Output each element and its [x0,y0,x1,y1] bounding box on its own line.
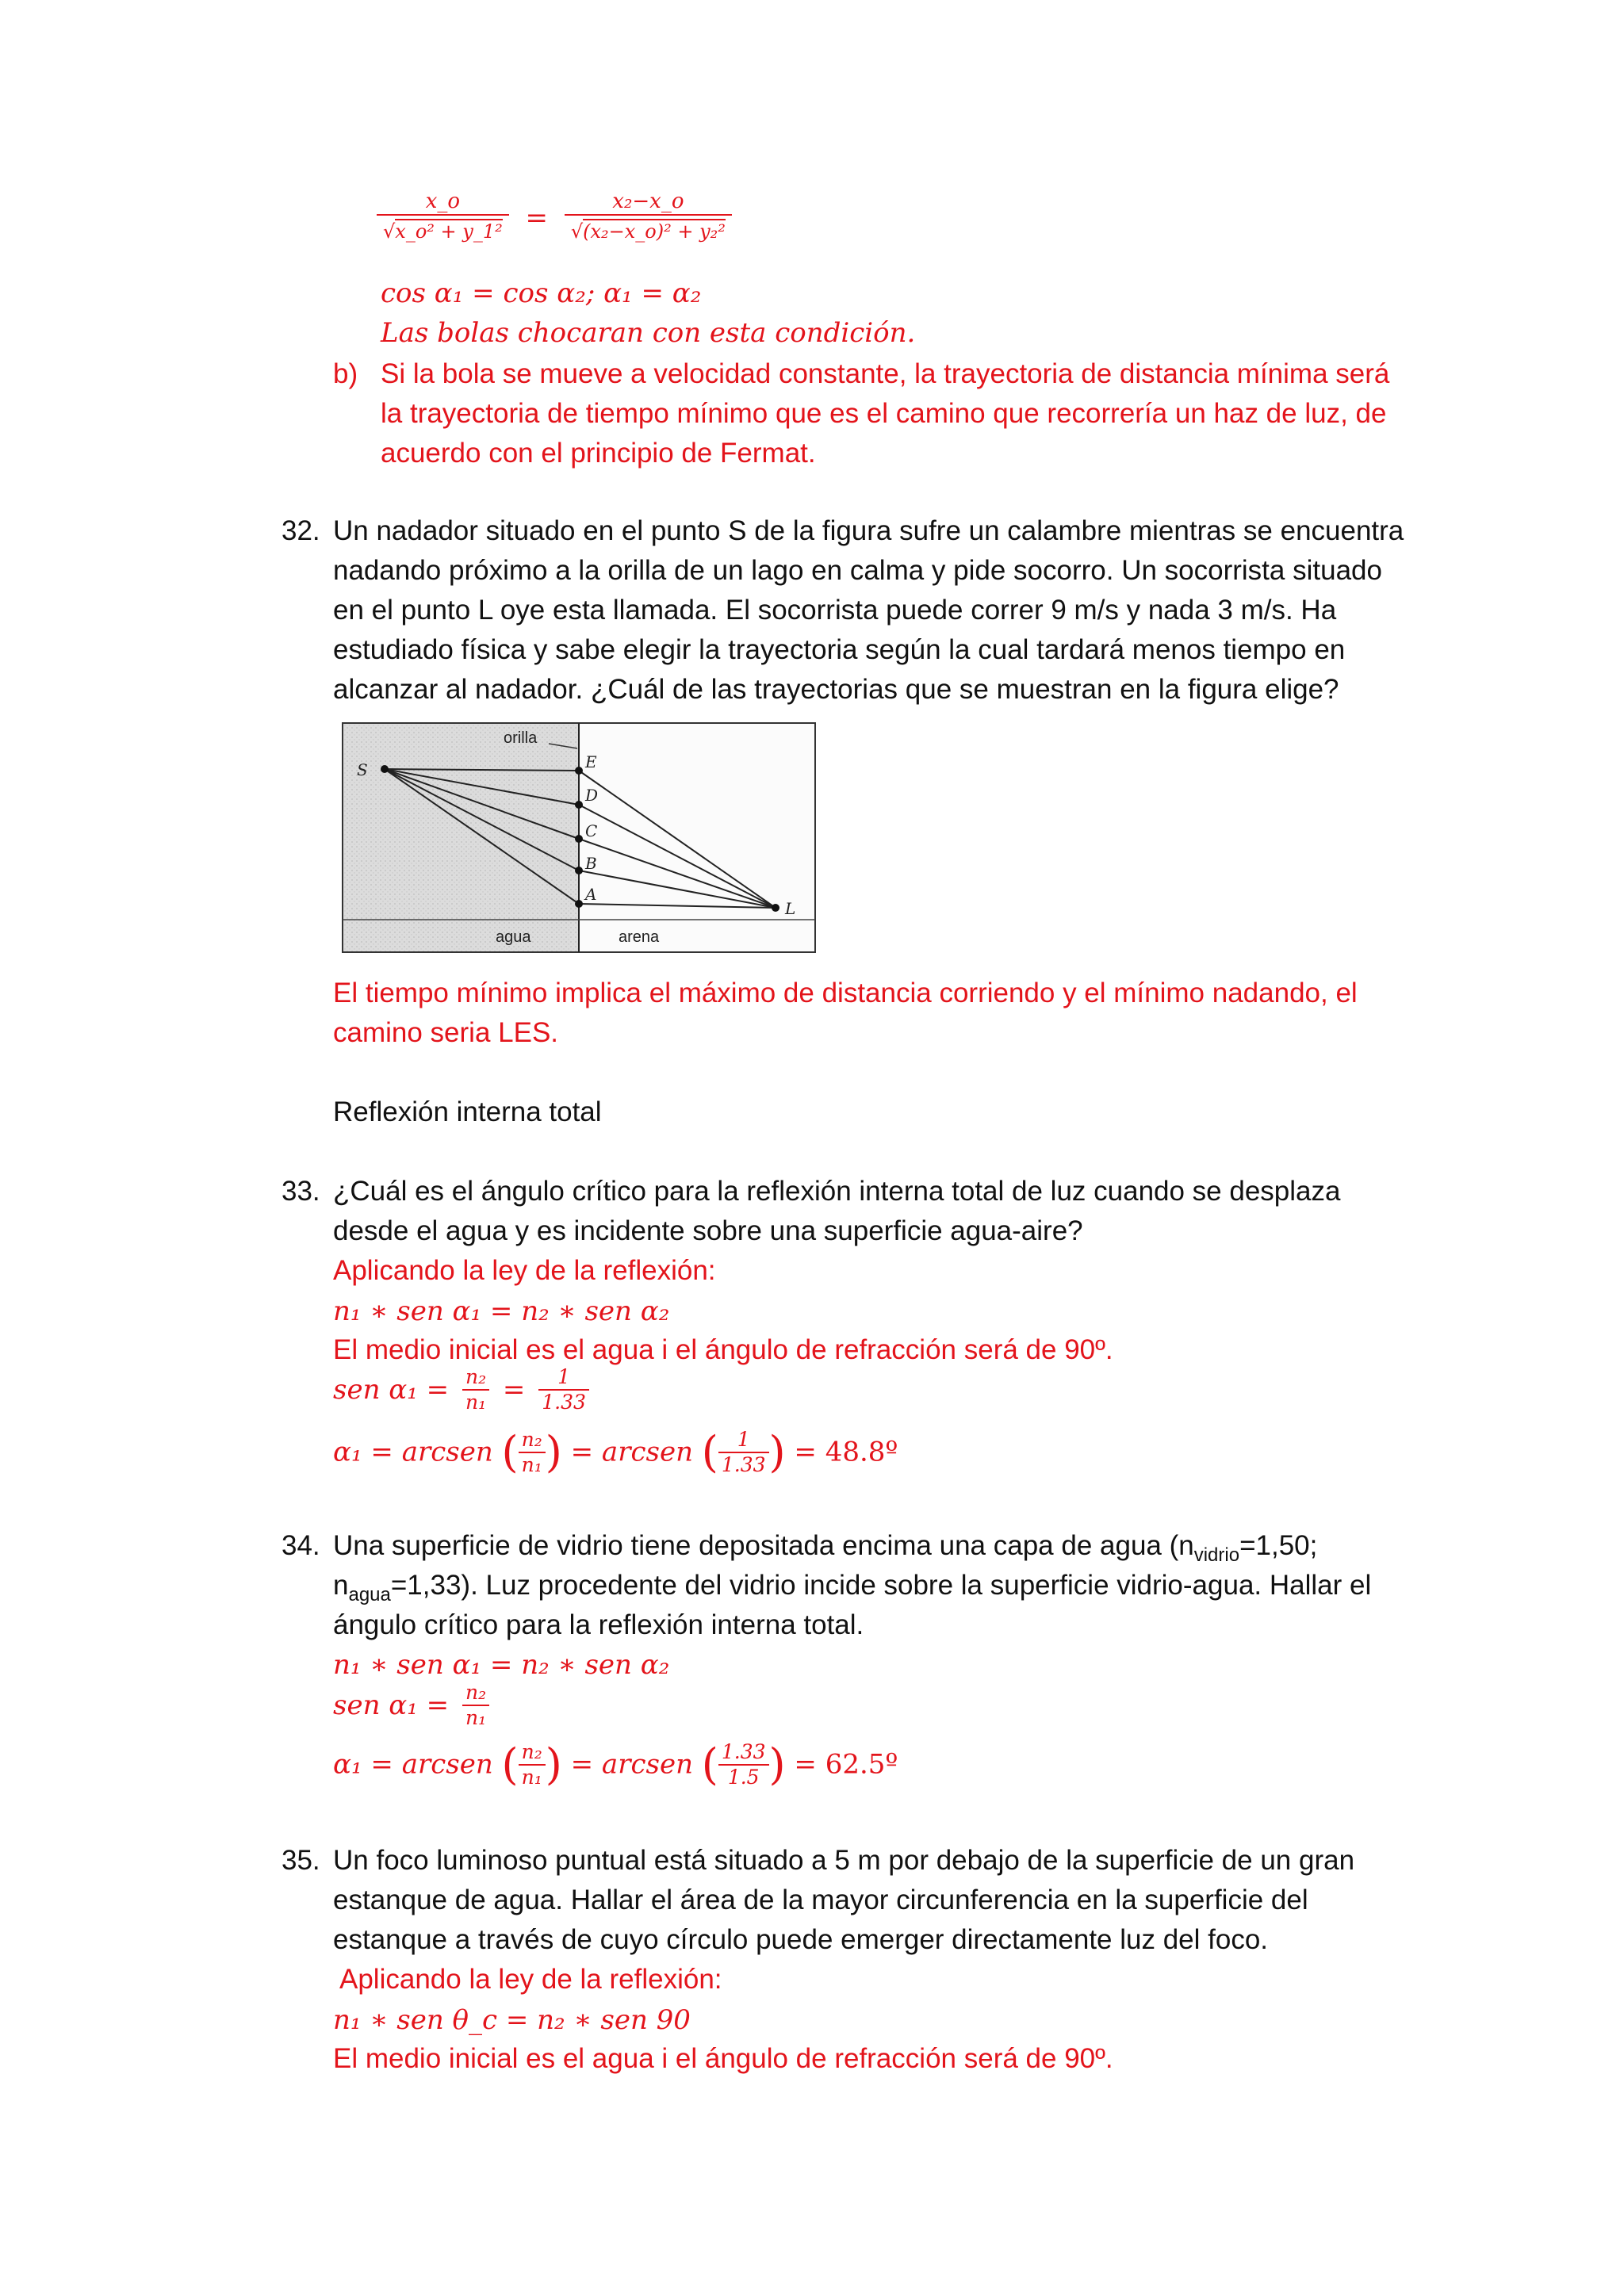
label-d: D [585,786,599,805]
label-l: L [785,899,796,918]
b-line-2: la trayectoria de tiempo mínimo que es el camino que recorrería un haz de luz, de [381,398,1387,429]
q35-line-3: estanque a través de cuyo círculo puede emerger directamente luz del foco. [333,1924,1269,1955]
q33-eq3-frac1-den: n₁ [519,1452,546,1477]
q34-line-2-sub: agua [348,1584,391,1605]
b-line-1: Si la bola se mueve a velocidad constante, la trayectoria de distancia mínima será [381,358,1390,389]
q33-eq2-frac1-num: n₂ [465,1365,487,1388]
q34-eq3-frac1-num: n₂ [521,1739,542,1763]
label-a: A [585,885,597,904]
q33-eq2-lhs: sen α₁ = [333,1374,450,1406]
q32-answer-line-2: camino seria LES. [333,1017,559,1048]
label-e: E [585,752,597,771]
condition-line: Las bolas chocaran con esta condición. [381,317,916,349]
q34-eq3-frac1-den: n₁ [519,1764,546,1789]
label-c: C [585,821,598,840]
q34-eq2-frac-num: n₂ [465,1681,487,1704]
q35-number: 35. [282,1845,320,1876]
q33-eq3: α₁ = arcsen ( $\frac{\text{n₂}}{\text{n₁}}$ ) = arcsen ( $\frac{1}{1.33}$ ) = 48.8º [333,1427,898,1477]
water-region [343,723,579,952]
q34-eq3: α₁ = arcsen ( $\frac{\text{n₂}}{\text{n₁}}$ ) = arcsen ( $\frac{1.33}{1.5}$ ) = 62.5º [333,1739,898,1789]
q33-eq2-frac1-den: n₁ [462,1389,489,1414]
q34-eq3-frac2-num: 1.33 [721,1739,766,1763]
point-c [575,835,583,843]
sand-region [579,723,815,952]
q32-line-1: Un nadador situado en el punto S de la figura sufre un calambre mientras se encuentra [333,515,1404,546]
point-b [575,867,583,874]
q33-eq3-result: = 48.8º [794,1436,898,1468]
frac-right-den: (x₂−x_o)² + y₂² [583,220,726,243]
b-line-3: acuerdo con el principio de Fermat. [381,438,816,469]
q34-eq2-lhs: sen α₁ = [333,1689,450,1721]
q34-eq3-result: = 62.5º [794,1748,898,1781]
q34-line-1-b: =1,50; [1239,1530,1318,1561]
point-a [575,900,583,908]
q34-eq1: n₁ ∗ sen α₁ = n₂ ∗ sen α₂ [333,1649,670,1681]
point-e [575,767,583,775]
q33-number: 33. [282,1176,320,1207]
q33-eq2-frac2-num: 1 [557,1365,571,1388]
q35-eq1: n₁ ∗ sen θ_c = n₂ ∗ sen 90 [333,2004,691,2036]
q34-line-1-a: Una superficie de vidrio tiene depositada encima una capa de agua (n [333,1530,1194,1561]
q33-eq2 [333,1365,594,1414]
swimmer-path-figure [341,721,817,954]
q33-eq2-eq: = [502,1374,526,1406]
q33-eq3-frac2-num: 1 [737,1427,750,1451]
q35-answer-intro: Aplicando la ley de la reflexión: [339,1964,722,1995]
label-arena: arena [619,928,660,946]
q34-number: 34. [282,1530,320,1561]
q33-eq2-frac2-den: 1.33 [538,1389,589,1414]
frac-left-den: x_o² + y_1² [395,220,503,243]
q32-line-4: estudiado física y sabe elegir la trayectoria según la cual tardará menos tiempo en [333,634,1346,665]
point-d [575,801,583,809]
q32-number: 32. [282,515,320,546]
q35-line-1: Un foco luminoso puntual está situado a 5 m por debajo de la superficie de un gran [333,1845,1355,1876]
frac-right-num: x₂−x_o [612,189,684,213]
label-s: S [357,760,368,779]
q32-answer-line-1: El tiempo mínimo implica el máximo de distancia corriendo y el mínimo nadando, el [333,978,1358,1008]
q33-answer-intro: Aplicando la ley de la reflexión: [333,1255,716,1286]
q34-eq2 [333,1681,494,1730]
q33-eq3-mid: = arcsen [570,1436,693,1468]
q34-eq3-mid: = arcsen [570,1748,693,1781]
q33-eq3-lhs: α₁ = arcsen [333,1436,493,1468]
q34-eq3-frac2-den: 1.5 [718,1764,769,1789]
point-s [381,765,389,773]
q33-line-2: desde el agua y es incidente sobre una superficie agua-aire? [333,1215,1083,1246]
q32-line-2: nadando próximo a la orilla de un lago en calma y pide socorro. Un socorrista situado [333,555,1382,586]
fraction-equation: $\frac{x\_o}{\text{√x\_o² + y\_1²}}$ = $\frac{\text{x₂−x\_o}}{\text{√(x₂−x\_o)² + y₂²}}$ [377,189,732,247]
q35-medium-line: El medio inicial es el agua i el ángulo de refracción será de 90º. [333,2043,1113,2074]
q33-line-1: ¿Cuál es el ángulo crítico para la reflexión interna total de luz cuando se desplaza [333,1176,1341,1207]
q34-eq2-frac-den: n₁ [462,1705,489,1730]
frac-left-num: x_o [425,189,461,213]
section-title: Reflexión interna total [333,1096,602,1127]
q33-eq3-frac1-num: n₂ [521,1427,542,1451]
q32-line-5: alcanzar al nadador. ¿Cuál de las trayectorias que se muestran en la figura elige? [333,674,1339,705]
q34-line-2-a: n [333,1570,349,1601]
q34-line-1-sub: vidrio [1193,1544,1240,1566]
q33-eq1: n₁ ∗ sen α₁ = n₂ ∗ sen α₂ [333,1295,670,1327]
label-orilla: orilla [504,729,538,747]
b-label: b) [333,358,358,389]
q33-medium-line: El medio inicial es el agua i el ángulo de refracción será de 90º. [333,1334,1113,1365]
q32-line-3: en el punto L oye esta llamada. El socorrista puede correr 9 m/s y nada 3 m/s. Ha [333,595,1337,626]
cos-equation: cos α₁ = cos α₂; α₁ = α₂ [381,277,702,309]
q35-line-2: estanque de agua. Hallar el área de la mayor circunferencia en la superficie del [333,1885,1308,1915]
point-l [772,904,779,912]
q34-line-2-b: =1,33). Luz procedente del vidrio incide sobre la superficie vidrio-agua. Hallar el [390,1570,1372,1601]
label-agua: agua [496,928,531,946]
q34-eq3-lhs: α₁ = arcsen [333,1748,493,1781]
label-b: B [585,854,597,873]
q34-line-3: ángulo crítico para la reflexión interna total. [333,1609,864,1640]
q33-eq3-frac2-den: 1.33 [718,1452,769,1477]
